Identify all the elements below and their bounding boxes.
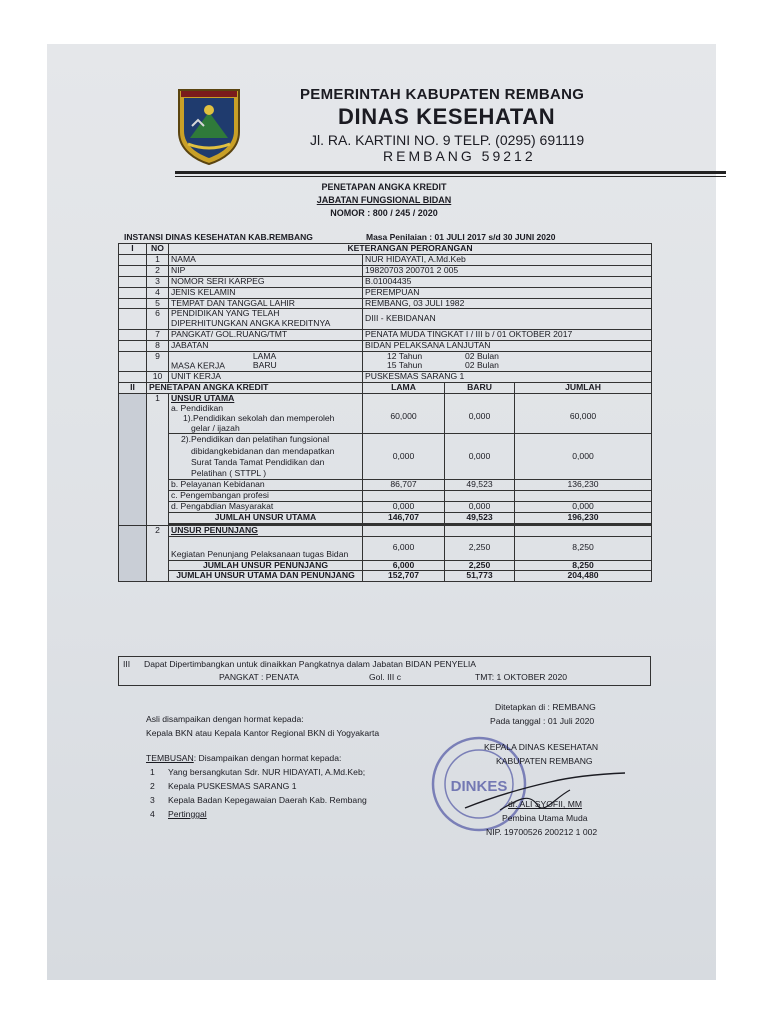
- list-text: Yang bersangkutan Sdr. NUR HIDAYATI, A.Md.Keb;: [168, 767, 366, 777]
- masa-penilaian: Masa Penilaian : 01 JULI 2017 s/d 30 JUNI 2020: [366, 232, 556, 242]
- row-value: PUSKESMAS SARANG 1: [363, 372, 652, 383]
- section-roman: II: [119, 383, 147, 394]
- row-label: [169, 309, 363, 330]
- recommended-grade: Gol. III c: [369, 672, 401, 682]
- lama-months: 02 Bulan: [465, 350, 499, 361]
- lama-years: 12 Tahun: [387, 350, 423, 361]
- value-baru: 2,250: [445, 536, 515, 560]
- table-row: [119, 480, 652, 491]
- row-label-text: MASA KERJA: [171, 360, 225, 371]
- header-city: REMBANG 59212: [383, 148, 536, 164]
- value-baru: 0,000: [445, 501, 515, 512]
- row-number: 3: [147, 276, 169, 287]
- item-label: Surat Tanda Tamat Pendidikan dan: [191, 456, 325, 467]
- unsur-title: UNSUR PENUNJANG: [169, 525, 363, 536]
- row-value: PEREMPUAN: [363, 287, 652, 298]
- signatory-position: KEPALA DINAS KESEHATAN: [484, 742, 599, 752]
- signatory-rank: Pembina Utama Muda: [502, 813, 588, 823]
- table-row: [119, 536, 652, 560]
- table-row: [119, 393, 652, 434]
- table-row: [119, 501, 652, 512]
- row-label-line: PENDIDIKAN YANG TELAH: [171, 308, 280, 319]
- table-row: [119, 298, 652, 309]
- header-rule-thick: [175, 171, 726, 174]
- value-lama: 146,707: [363, 512, 445, 523]
- row-label: [169, 434, 363, 480]
- row-number: 6: [147, 309, 169, 330]
- row-number: 5: [147, 298, 169, 309]
- column-header: LAMA: [363, 383, 445, 394]
- list-item: [150, 767, 365, 777]
- column-header: JUMLAH: [515, 383, 652, 394]
- list-item: [150, 809, 207, 819]
- value-lama: 152,707: [363, 571, 445, 582]
- table-row: [119, 309, 652, 330]
- table-row: [119, 287, 652, 298]
- row-label: NIP: [169, 265, 363, 276]
- table-row: [119, 372, 652, 383]
- date-of-issue: Pada tanggal : 01 Juli 2020: [490, 716, 595, 726]
- section-roman: I: [119, 244, 147, 255]
- list-item: [150, 795, 367, 805]
- masa-kerja-lama-label: LAMA: [252, 350, 277, 361]
- baru-years: 15 Tahun: [387, 360, 423, 371]
- item-label: gelar / ijazah: [191, 422, 240, 433]
- table-row: [119, 560, 652, 571]
- row-label: [169, 393, 363, 434]
- column-header: BARU: [445, 383, 515, 394]
- total-label: JUMLAH UNSUR UTAMA DAN PENUNJANG: [169, 571, 363, 582]
- row-value: PENATA MUDA TINGKAT I / III b / 01 OKTOBER 2017: [363, 330, 652, 341]
- row-number: 1: [147, 255, 169, 266]
- list-text: Kepala PUSKESMAS SARANG 1: [168, 781, 297, 791]
- value-lama: 0,000: [363, 501, 445, 512]
- row-number: 8: [147, 341, 169, 352]
- row-label: TEMPAT DAN TANGGAL LAHIR: [169, 298, 363, 309]
- list-number: 3: [150, 795, 155, 805]
- row-value: [363, 351, 652, 371]
- recommendation-text: Dapat Dipertimbangkan untuk dinaikkan Pangkatnya dalam Jabatan BIDAN PENYELIA: [144, 659, 477, 669]
- table-row: [119, 571, 652, 582]
- subcategory-label: a. Pendidikan: [171, 402, 224, 413]
- header-government: PEMERINTAH KABUPATEN REMBANG: [300, 86, 585, 103]
- instansi: INSTANSI DINAS KESEHATAN KAB.REMBANG: [124, 232, 313, 242]
- tembusan-label: TEMBUSAN: [146, 753, 194, 763]
- row-number: 7: [147, 330, 169, 341]
- value-jumlah: 8,250: [515, 560, 652, 571]
- item-label: Pelatihan ( STTPL ): [191, 467, 267, 478]
- header-address: Jl. RA. KARTINI NO. 9 TELP. (0295) 691119: [310, 132, 585, 148]
- distribution-original: Asli disampaikan dengan hormat kepada:: [146, 714, 304, 724]
- value-jumlah: 8,250: [515, 536, 652, 560]
- value-lama: 6,000: [363, 560, 445, 571]
- section-title: PENETAPAN ANGKA KREDIT: [147, 383, 363, 394]
- value-lama: 6,000: [363, 536, 445, 560]
- row-label: d. Pengabdian Masyarakat: [169, 501, 363, 512]
- value-baru: 49,523: [445, 512, 515, 523]
- header-rule-thin: [175, 176, 726, 177]
- table-row: [119, 265, 652, 276]
- value-jumlah: 196,230: [515, 512, 652, 523]
- row-value: 19820703 200701 2 005: [363, 265, 652, 276]
- recommended-tmt: TMT: 1 OKTOBER 2020: [475, 672, 568, 682]
- value-baru: 0,000: [445, 393, 515, 434]
- value-lama: 60,000: [363, 393, 445, 434]
- row-label: NAMA: [169, 255, 363, 266]
- tembusan-heading: [146, 753, 341, 763]
- row-label: b. Pelayanan Kebidanan: [169, 480, 363, 491]
- handwritten-signature: [460, 768, 630, 818]
- table-row: [119, 244, 652, 255]
- unsur-title: UNSUR UTAMA: [171, 392, 235, 403]
- list-number: 2: [150, 781, 155, 791]
- credit-table: [118, 243, 652, 582]
- list-text: Pertinggal: [168, 809, 207, 819]
- row-number: 2: [147, 265, 169, 276]
- row-number: 2: [147, 525, 169, 582]
- signatory-office: KABUPATEN REMBANG: [496, 756, 593, 766]
- column-header: NO: [147, 244, 169, 255]
- doc-subtitle: JABATAN FUNGSIONAL BIDAN: [316, 195, 452, 205]
- row-label: c. Pengembangan profesi: [169, 491, 363, 502]
- row-value: BIDAN PELAKSANA LANJUTAN: [363, 341, 652, 352]
- regency-crest-logo: [176, 86, 242, 166]
- subtotal-label: JUMLAH UNSUR PENUNJANG: [169, 560, 363, 571]
- value-baru: 0,000: [445, 434, 515, 480]
- row-number: 4: [147, 287, 169, 298]
- header-agency: DINAS KESEHATAN: [338, 104, 556, 129]
- section-title: KETERANGAN PERORANGAN: [169, 244, 652, 255]
- value-baru: 49,523: [445, 480, 515, 491]
- place-of-issue: Ditetapkan di : REMBANG: [495, 702, 596, 712]
- row-number: 1: [147, 393, 169, 525]
- signatory-name: dr. ALI SYOFII, MM: [508, 799, 583, 809]
- value-lama: 86,707: [363, 480, 445, 491]
- baru-months: 02 Bulan: [465, 360, 499, 371]
- list-text: Kepala Badan Kepegawaian Daerah Kab. Rembang: [168, 795, 367, 805]
- signatory-nip: NIP. 19700526 200212 1 002: [486, 827, 598, 837]
- table-row: [119, 525, 652, 536]
- value-baru: 2,250: [445, 560, 515, 571]
- row-value: B.01004435: [363, 276, 652, 287]
- table-row: [119, 255, 652, 266]
- distribution-original-recipient: Kepala BKN atau Kepala Kantor Regional BKN di Yogyakarta: [146, 728, 380, 738]
- row-label: JABATAN: [169, 341, 363, 352]
- item-label: dibidangkebidanan dan mendapatkan: [191, 445, 335, 456]
- row-label: PANGKAT/ GOL.RUANG/TMT: [169, 330, 363, 341]
- table-row: [119, 434, 652, 480]
- item-label: 2).Pendidikan dan pelatihan fungsional: [181, 434, 330, 445]
- subtotal-label: JUMLAH UNSUR UTAMA: [169, 512, 363, 523]
- list-number: 1: [150, 767, 155, 777]
- tembusan-text: : Disampaikan dengan hormat kepada:: [193, 753, 342, 763]
- table-row: [119, 383, 652, 394]
- stamp-text: DINKES: [450, 778, 508, 795]
- table-row: [119, 276, 652, 287]
- table-row: [119, 351, 652, 371]
- value-baru: 51,773: [445, 571, 515, 582]
- section-roman: III: [123, 659, 131, 669]
- value-lama: 0,000: [363, 434, 445, 480]
- row-label: [169, 351, 363, 371]
- row-label: NOMOR SERI KARPEG: [169, 276, 363, 287]
- value-jumlah: 136,230: [515, 480, 652, 491]
- value-jumlah: 0,000: [515, 434, 652, 480]
- doc-number: NOMOR : 800 / 245 / 2020: [330, 208, 438, 218]
- recommended-rank: PANGKAT : PENATA: [219, 672, 299, 682]
- row-label: JENIS KELAMIN: [169, 287, 363, 298]
- row-value: REMBANG, 03 JULI 1982: [363, 298, 652, 309]
- section-recommendation: [118, 656, 651, 686]
- list-number: 4: [150, 809, 155, 819]
- row-label: UNIT KERJA: [169, 372, 363, 383]
- row-number: 10: [147, 372, 169, 383]
- doc-title: PENETAPAN ANGKA KREDIT: [321, 182, 447, 192]
- value-jumlah: 0,000: [515, 501, 652, 512]
- row-number: 9: [147, 351, 169, 371]
- table-row: [119, 491, 652, 502]
- value-jumlah: 204,480: [515, 571, 652, 582]
- row-value: NUR HIDAYATI, A.Md.Keb: [363, 255, 652, 266]
- row-label-line: DIPERHITUNGKAN ANGKA KREDITNYA: [171, 318, 331, 329]
- item-label: 1).Pendidikan sekolah dan memperoleh: [183, 412, 335, 423]
- masa-kerja-baru-label: BARU: [252, 360, 277, 371]
- table-row: [119, 341, 652, 352]
- table-row: [119, 512, 652, 523]
- table-row: [119, 330, 652, 341]
- value-jumlah: 60,000: [515, 393, 652, 434]
- row-label: Kegiatan Penunjang Pelaksanaan tugas Bidan: [169, 536, 363, 560]
- row-value: DIII - KEBIDANAN: [363, 309, 652, 330]
- list-item: [150, 781, 296, 791]
